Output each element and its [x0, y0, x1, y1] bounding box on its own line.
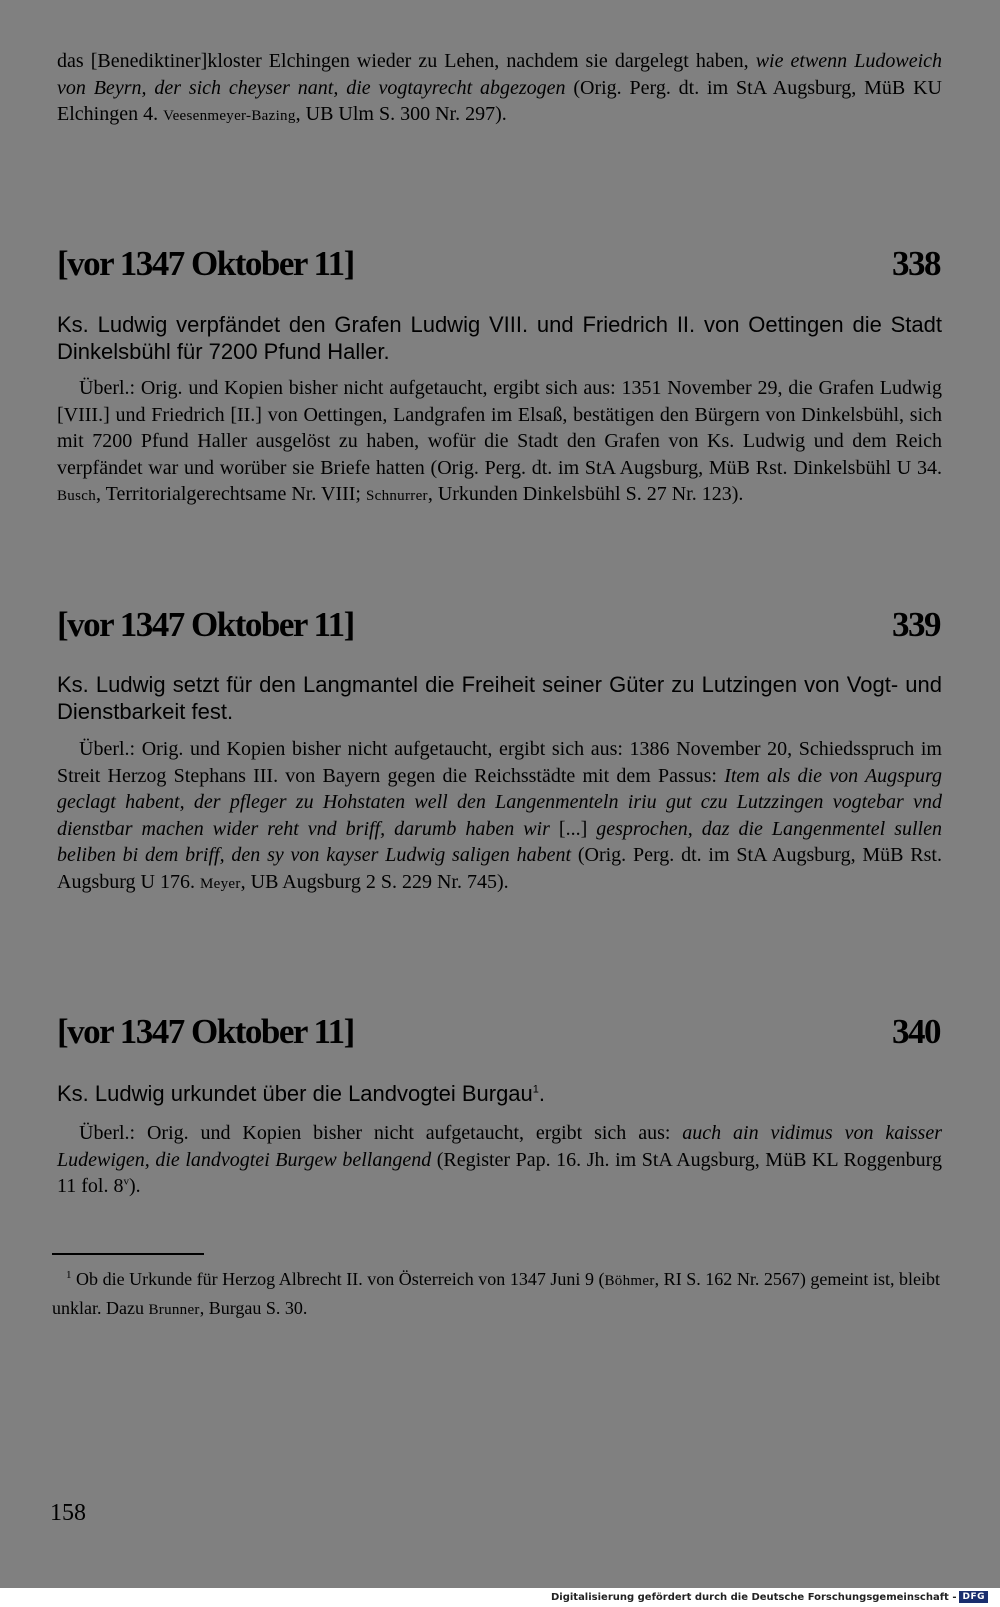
entry-number: 340 [892, 1012, 940, 1051]
continuation-paragraph [57, 48, 942, 130]
entry-date: [vor 1347 Oktober 11] [57, 244, 354, 283]
footnote-reference[interactable]: 1 [532, 1083, 539, 1096]
entry-regest [57, 1080, 942, 1107]
entry-heading [57, 1012, 940, 1052]
entry-number: 339 [892, 605, 940, 644]
entry-regest: Ks. Ludwig verpfändet den Grafen Ludwig VIII. und Friedrich II. von Oettingen die Stadt Dinkelsbühl für 7200 Pfund Haller. [57, 312, 942, 364]
author-smallcaps: Schnurrer [365, 488, 428, 504]
author-smallcaps: Böhmer [604, 1273, 655, 1289]
text: Überl.: Orig. und Kopien bisher nicht aufgetaucht, ergibt sich aus: 1351 November 29, die Grafen Ludwig [VIII.] und Friedrich [II.] von Oettingen, Landgrafen im Elsaß, bestätigen den Bürgern von Dinkelsbühl, sich mit 7200 Pfund Haller ausgelöst zu haben, wofür die Stadt den Grafen von Ks. Ludwig und dem Reich verpfändet war und worüber sie Briefe hatten (Orig. Perg. dt. im StA Augsburg, MüB Rst. Dinkelsbühl U 34. [57, 377, 942, 479]
entry-date: [vor 1347 Oktober 11] [57, 605, 354, 644]
quotation: gesprochen, daz die Langenmentel sullen beliben bi dem briff, den sy von kayser Ludwig saligen habent [57, 817, 942, 866]
text: ). [128, 1175, 141, 1197]
entry-heading [57, 244, 940, 284]
entry-regest: Ks. Ludwig setzt für den Langmantel die Freiheit seiner Güter zu Lutzingen von Vogt- und Dienstbarkeit fest. [57, 672, 942, 724]
quotation: Item als die von Augspurg geclagt habent, der pfleger zu Hohstaten well den Langenmenteln iriu gut czu Lutzzingen vogtebar vnd dienstbar machen wider reht vnd briff, darumb haben wir [57, 764, 942, 840]
entry-tradition [57, 1120, 942, 1200]
text: [...] [549, 817, 597, 840]
text: , RI S. 162 Nr. 2567) gemeint ist, bleibt unklar. Dazu [52, 1269, 940, 1318]
entry-date: [vor 1347 Oktober 11] [57, 1012, 354, 1051]
text: Ob die Urkunde für Herzog Albrecht II. von Österreich von 1347 Juni 9 ( [71, 1269, 605, 1289]
text: (Orig. Perg. dt. im StA Augsburg, MüB KU Elchingen 4. [57, 76, 942, 125]
text: , UB Ulm S. 300 Nr. 297). [295, 103, 507, 125]
text: , Urkunden Dinkelsbühl S. 27 Nr. 123). [427, 483, 744, 505]
footnote [52, 1266, 940, 1324]
text: (Register Pap. 16. Jh. im StA Augsburg, MüB KL Roggenburg 11 fol. 8 [57, 1148, 942, 1197]
text: Überl.: Orig. und Kopien bisher nicht aufgetaucht, ergibt sich aus: 1386 November 20, Schiedsspruch im Streit Herzog Stephans III. von Bayern gegen die Reichsstädte mit dem Passus: [57, 738, 942, 787]
quotation: wie etwenn Ludoweich von Beyrn, der sich cheyser nant, die vogtayrecht abgezogen [57, 50, 943, 99]
text: , Burgau S. 30. [199, 1298, 308, 1318]
author-smallcaps: Brunner [148, 1302, 200, 1318]
entry-tradition [57, 375, 942, 510]
entry-heading [57, 605, 940, 645]
entry-tradition [57, 736, 942, 897]
quotation: auch ain vidimus von kaisser Ludewigen, die landvogtei Burgew bellangend [57, 1122, 942, 1171]
dfg-logo-icon: DFG [959, 1591, 988, 1603]
text: (Orig. Perg. dt. im StA Augsburg, MüB Rst. Augsburg U 176. [57, 844, 942, 893]
digitization-footer [551, 1591, 988, 1603]
page-number: 158 [50, 1500, 86, 1526]
author-smallcaps: Meyer [199, 875, 241, 892]
text: Ks. Ludwig urkundet über die Landvogtei Burgau [57, 1081, 533, 1106]
text: Überl.: Orig. und Kopien bisher nicht aufgetaucht, ergibt sich aus: [79, 1122, 683, 1144]
superscript: v [123, 1175, 129, 1188]
footnote-separator [52, 1253, 204, 1255]
footnote-mark: 1 [66, 1269, 72, 1281]
entry-number: 338 [892, 244, 940, 283]
text: , UB Augsburg 2 S. 229 Nr. 745). [240, 870, 509, 893]
author-smallcaps: Busch [57, 488, 96, 504]
digitization-note: Digitalisierung gefördert durch die Deutsche Forschungsgemeinschaft - [550, 1591, 957, 1603]
text: das [Benediktiner]kloster Elchingen wieder zu Lehen, nachdem sie dargelegt haben, [57, 50, 756, 72]
text: , Territorialgerechtsame Nr. VIII; [96, 483, 366, 505]
author-smallcaps: Veesenmeyer-Bazing [163, 108, 296, 124]
text: . [538, 1081, 546, 1106]
